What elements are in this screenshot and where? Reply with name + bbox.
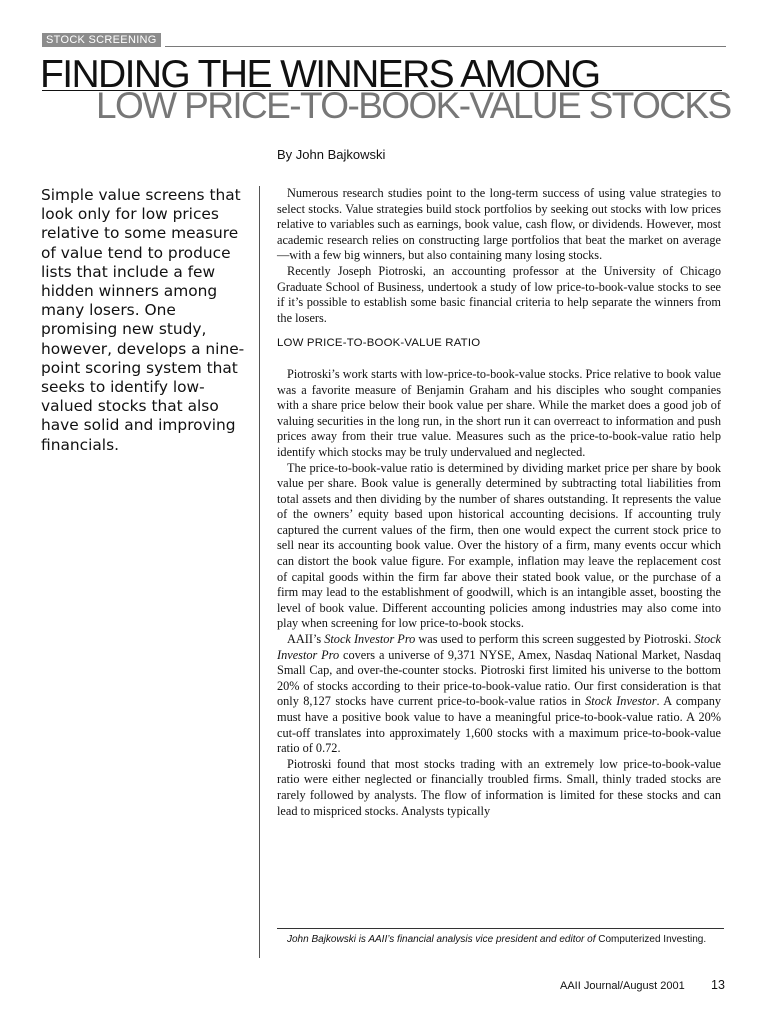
header-rule [165, 46, 726, 47]
body-text: covers a universe of 9,371 NYSE, Amex, Nasdaq National Market, Nasdaq Small Cap, and over-the-counter stocks. Piotroski first limited his universe to the bottom 20% of stocks according to their price-to-book-value ratio. Our first consideration is that only 8,127 stocks have current price-to-book-value ratios in [277, 647, 721, 709]
page-number: 13 [711, 978, 725, 992]
body-paragraph: Piotroski’s work starts with low-price-to-book-value stocks. Price relative to book value was a favorite measure of Benjamin Graham and his disciples who sought companies with a share price below their book value per share. While the market does a good job of valuing securities in the long run, in the short run it can overreact to information and push prices away from their true value. Measures such as the price-to-book-value ratio help identify which stocks may be truly undervalued and neglected. [277, 366, 721, 459]
section-subhead: LOW PRICE-TO-BOOK-VALUE RATIO [277, 337, 481, 350]
product-name: Stock Investor [585, 694, 657, 709]
column-divider [259, 186, 260, 958]
body-paragraph: Piotroski found that most stocks trading with an extremely low price-to-book-value ratio were either neglected or financially troubled firms. Small, thinly traded stocks are rarely followed by analysts. The flow of information is limited for these stocks and can lead to mispriced stocks. Analysts typically [277, 756, 721, 818]
product-name: Stock Investor Pro [324, 632, 416, 647]
body-text: was used to perform this screen suggested by Piotroski. [415, 632, 695, 647]
body-text: . A company must have a positive book value to have a meaningful price-to-book-value ratio. A 20% cut-off translates into approximately 1,600 stocks with a maximum price-to-book-value ratio of 0.72. [277, 694, 721, 756]
body-text: AAII’s [287, 632, 325, 647]
article-title-line-2: LOW PRICE-TO-BOOK-VALUE STOCKS [96, 85, 731, 126]
product-name: Stock Investor Pro [277, 632, 722, 662]
section-tag: STOCK SCREENING [42, 33, 161, 47]
deck-summary: Simple value screens that look only for low prices relative to some measure of value tend to produce lists that include a few hidden winners among many losers. One promising new study, however, develops a nine-point scoring system that seeks to identify low-valued stocks that also have solid and improving financials. [41, 186, 245, 454]
footnote-text: Computerized Investing. [595, 934, 707, 945]
footnote-italic: John Bajkowski is AAII’s financial analysis vice president and editor of [287, 934, 596, 945]
body-paragraph: Numerous research studies point to the long-term success of using value strategies to select stocks. Value strategies build stock portfolios by seeking out stocks with low prices relative to variables such as earnings, book value, cash flow, or dividends. However, most academic research relies on constructing large portfolios that beat the market on average—with a few big winners, but also containing many losing stocks. [277, 186, 721, 263]
footnote-rule [277, 928, 724, 929]
author-footnote [277, 933, 724, 946]
article-body [277, 186, 721, 819]
body-paragraph: Recently Joseph Piotroski, an accounting professor at the University of Chicago Graduate School of Business, undertook a study of low price-to-book-value stocks to see if it’s possible to establish some basic financial criteria to help separate the winners from the losers. [277, 263, 721, 325]
body-paragraph: The price-to-book-value ratio is determined by dividing market price per share by book value per share. Book value is generally determined by subtracting total liabilities from total assets and then dividing by the number of shares outstanding. It represents the value of the owners’ equity based upon historical accounting decisions. If accounting truly captured the current values of the firm, then one would expect the current stock price to sell near its accounting book value. Over the history of a firm, many events occur which can distort the book value figure. For example, inflation may leave the replacement cost of capital goods within the firm far above their stated book value, or the purchase of a firm may lead to the establishment of goodwill, which is an intangible asset, boosting the level of book value. Different accounting policies among industries may also come into play when screening for low price-to-book stocks. [277, 460, 721, 631]
journal-folio: AAII Journal/August 2001 [560, 980, 685, 992]
article-title-line-1: FINDING THE WINNERS AMONG [40, 53, 600, 96]
body-paragraph [277, 632, 721, 757]
byline: By John Bajkowski [277, 147, 386, 162]
